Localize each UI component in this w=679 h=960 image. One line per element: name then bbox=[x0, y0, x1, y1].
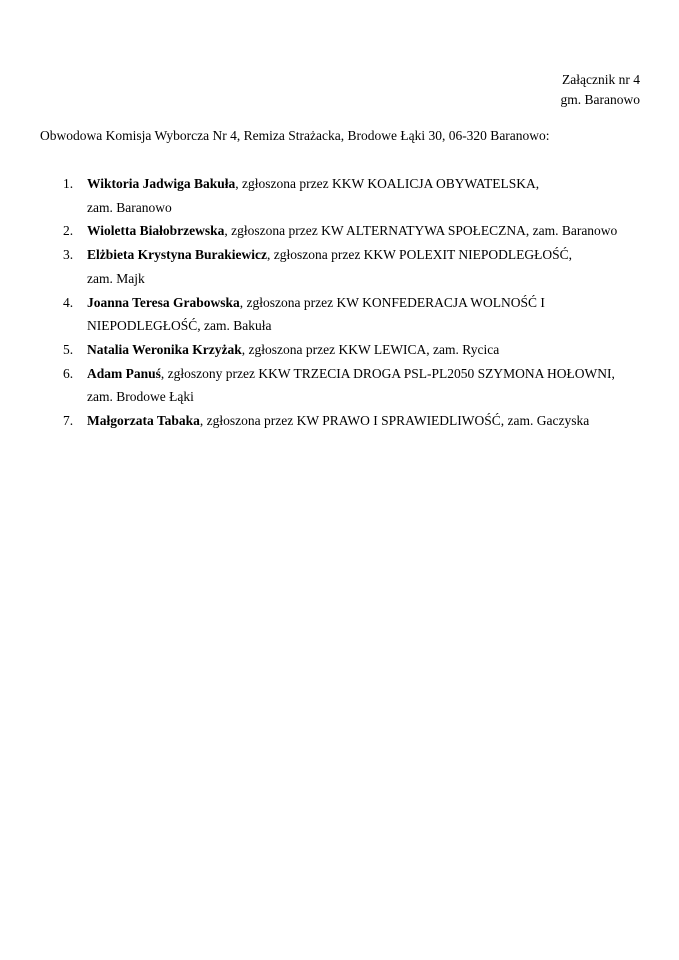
member-line1 bbox=[87, 409, 657, 433]
member-number: 4. bbox=[63, 294, 74, 310]
member-number: 1. bbox=[63, 176, 74, 191]
member-name: Małgorzata Tabaka bbox=[87, 413, 200, 429]
member-row bbox=[63, 362, 657, 409]
member-details: , zgłoszona przez KKW KOALICJA OBYWATELSKA, bbox=[235, 176, 540, 191]
member-text bbox=[87, 338, 657, 362]
member-row bbox=[63, 291, 657, 338]
member-text bbox=[87, 243, 657, 290]
member-line1 bbox=[87, 219, 657, 243]
member-line1 bbox=[87, 362, 657, 386]
members-list bbox=[63, 172, 657, 433]
member-details: , zgłoszona przez KW ALTERNATYWA SPOŁECZNA, zam. Baranowo bbox=[224, 223, 618, 239]
member-name: Wiktoria Jadwiga Bakuła bbox=[87, 176, 236, 191]
member-text bbox=[87, 219, 657, 243]
member-number: 3. bbox=[63, 247, 74, 263]
member-details: , zgłoszony przez KKW TRZECIA DROGA PSL-PL2050 SZYMONA HOŁOWNI, bbox=[160, 365, 615, 381]
member-details: , zgłoszona przez KKW LEWICA, zam. Rycica bbox=[241, 341, 500, 357]
member-number: 7. bbox=[63, 413, 74, 429]
member-details: , zgłoszona przez KW PRAWO I SPRAWIEDLIWOŚĆ, zam. Gaczyska bbox=[199, 413, 590, 429]
member-number: 6. bbox=[63, 365, 74, 381]
member-line2: zam. Brodowe Łąki bbox=[87, 389, 194, 405]
commission-intro: Obwodowa Komisja Wyborcza Nr 4, Remiza Strażacka, Brodowe Łąki 30, 06-320 Baranowo: bbox=[40, 128, 550, 143]
member-name: Elżbieta Krystyna Burakiewicz bbox=[87, 247, 267, 263]
member-row bbox=[63, 243, 657, 290]
member-name: Joanna Teresa Grabowska bbox=[87, 294, 240, 310]
member-text bbox=[87, 362, 657, 409]
member-row bbox=[63, 338, 657, 362]
member-name: Adam Panuś bbox=[87, 365, 161, 381]
member-name: Wioletta Białobrzewska bbox=[87, 223, 225, 239]
member-row bbox=[63, 172, 657, 219]
attachment-municipality: gm. Baranowo bbox=[560, 92, 640, 107]
member-number: 2. bbox=[63, 223, 74, 239]
member-details: , zgłoszona przez KKW POLEXIT NIEPODLEGŁOŚĆ, bbox=[266, 247, 573, 263]
member-text bbox=[87, 172, 657, 219]
member-row bbox=[63, 219, 657, 243]
member-name: Natalia Weronika Krzyżak bbox=[87, 341, 242, 357]
attachment-header bbox=[561, 70, 640, 110]
member-row bbox=[63, 409, 657, 433]
member-text bbox=[87, 291, 657, 338]
member-line1 bbox=[87, 243, 657, 267]
member-line1 bbox=[87, 172, 657, 196]
attachment-number: Załącznik nr 4 bbox=[562, 72, 640, 87]
member-text bbox=[87, 409, 657, 433]
member-number: 5. bbox=[63, 341, 74, 357]
member-line2: zam. Baranowo bbox=[87, 199, 172, 215]
member-line2: NIEPODLEGŁOŚĆ, zam. Bakuła bbox=[87, 318, 272, 334]
member-line1 bbox=[87, 338, 657, 362]
member-line1 bbox=[87, 291, 657, 315]
member-line2: zam. Majk bbox=[87, 270, 145, 286]
member-details: , zgłoszona przez KW KONFEDERACJA WOLNOŚĆ I bbox=[239, 294, 545, 310]
